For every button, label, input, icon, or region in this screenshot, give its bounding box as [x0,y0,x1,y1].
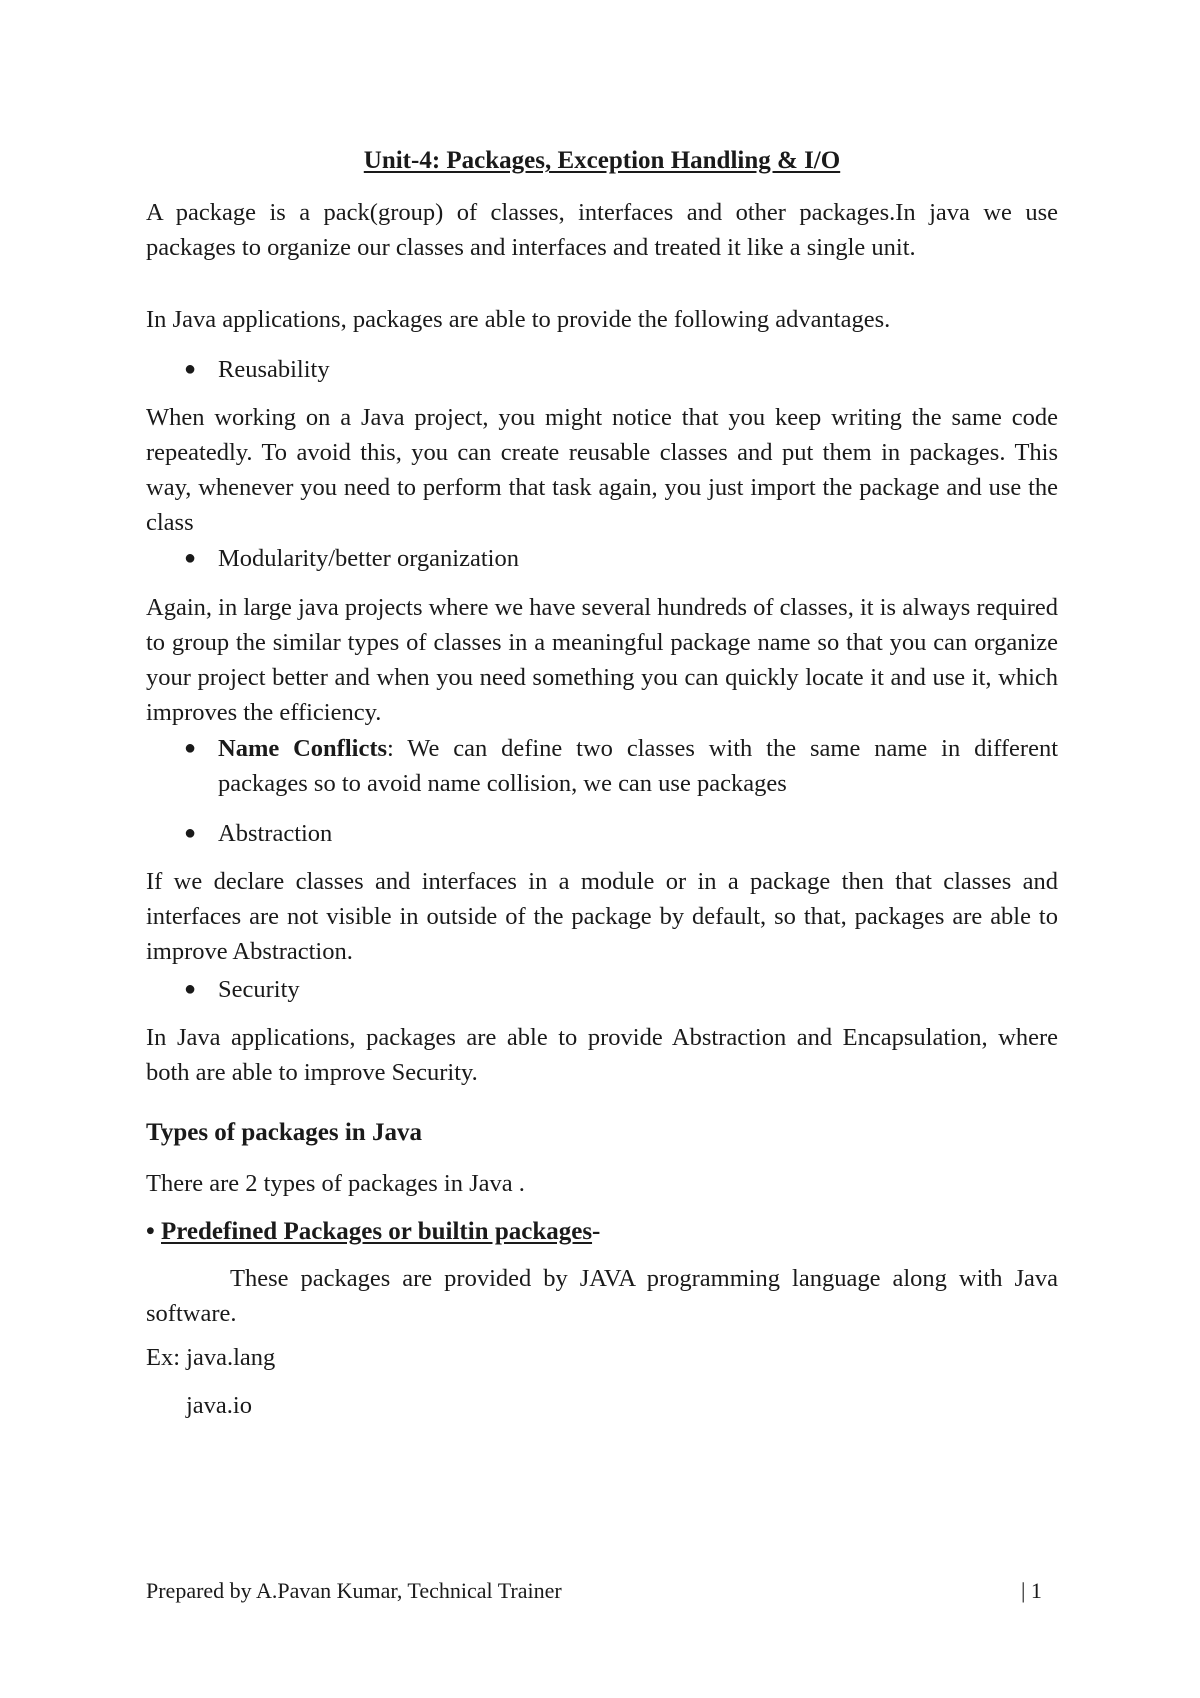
bullet-label: Modularity/better organization [218,545,519,572]
security-paragraph: In Java applications, packages are able to provide Abstraction and Encapsulation, where both are able to improve Security. [146,1024,1058,1086]
bullet-reusability [184,352,1058,387]
types-intro: There are 2 types of packages in Java . [146,1170,525,1197]
page-number: | 1 [1021,1578,1042,1603]
heading-dash: - [592,1218,601,1245]
bullet-dot-icon: • [146,1218,155,1245]
bullet-dot-icon: ● [184,822,197,844]
bullet-dot-icon: ● [184,358,197,380]
bullet-dot-icon: ● [184,978,197,1000]
bullet-modularity [184,541,1058,576]
footer-author: Prepared by A.Pavan Kumar, Technical Trainer [146,1578,562,1603]
bullet-label: Security [218,976,300,1003]
advantages-intro: In Java applications, packages are able to provide the following advantages. [146,306,891,333]
bullet-label: Abstraction [218,820,333,847]
predefined-paragraph: These packages are provided by JAVA programming language along with Java software. [146,1265,1058,1327]
abstraction-paragraph: If we declare classes and interfaces in a module or in a package then that classes and interfaces are not visible in outside of the package by default, so that, packages are able to improve Abstraction. [146,868,1058,965]
example-line-1: Ex: java.lang [146,1344,276,1371]
modularity-paragraph: Again, in large java projects where we have several hundreds of classes, it is always required to group the similar types of classes in a meaningful package name so that you can organize your project better and when you need something you can quickly locate it and use it, which improves the efficiency. [146,594,1058,726]
predefined-heading-line [146,1214,1058,1249]
reusability-paragraph: When working on a Java project, you might notice that you keep writing the same code repeatedly. To avoid this, you can create reusable classes and put them in packages. This way, whenever you need to perform that task again, you just import the package and use the class [146,404,1058,536]
bullet-abstraction [184,816,1058,851]
bullet-description: : We can define two classes with the same name in different packages so to avoid name collision, we can use packages [218,735,1059,797]
bullet-bold-label: Name Conflicts [218,735,388,762]
intro-paragraph: A package is a pack(group) of classes, interfaces and other packages.In java we use packages to organize our classes and interfaces and treated it like a single unit. [146,199,1058,261]
bullet-name-conflicts [184,731,1058,801]
bullet-security [184,972,1058,1007]
example-line-2: java.io [186,1392,252,1419]
predefined-heading: Predefined Packages or builtin packages [161,1218,593,1245]
bullet-label: Reusability [218,356,330,383]
bullet-text [218,731,1058,801]
bullet-dot-icon: ● [184,547,197,569]
page-title: Unit-4: Packages, Exception Handling & I/O [363,147,841,174]
bullet-dot-icon: ● [184,737,197,759]
types-heading: Types of packages in Java [146,1119,422,1146]
